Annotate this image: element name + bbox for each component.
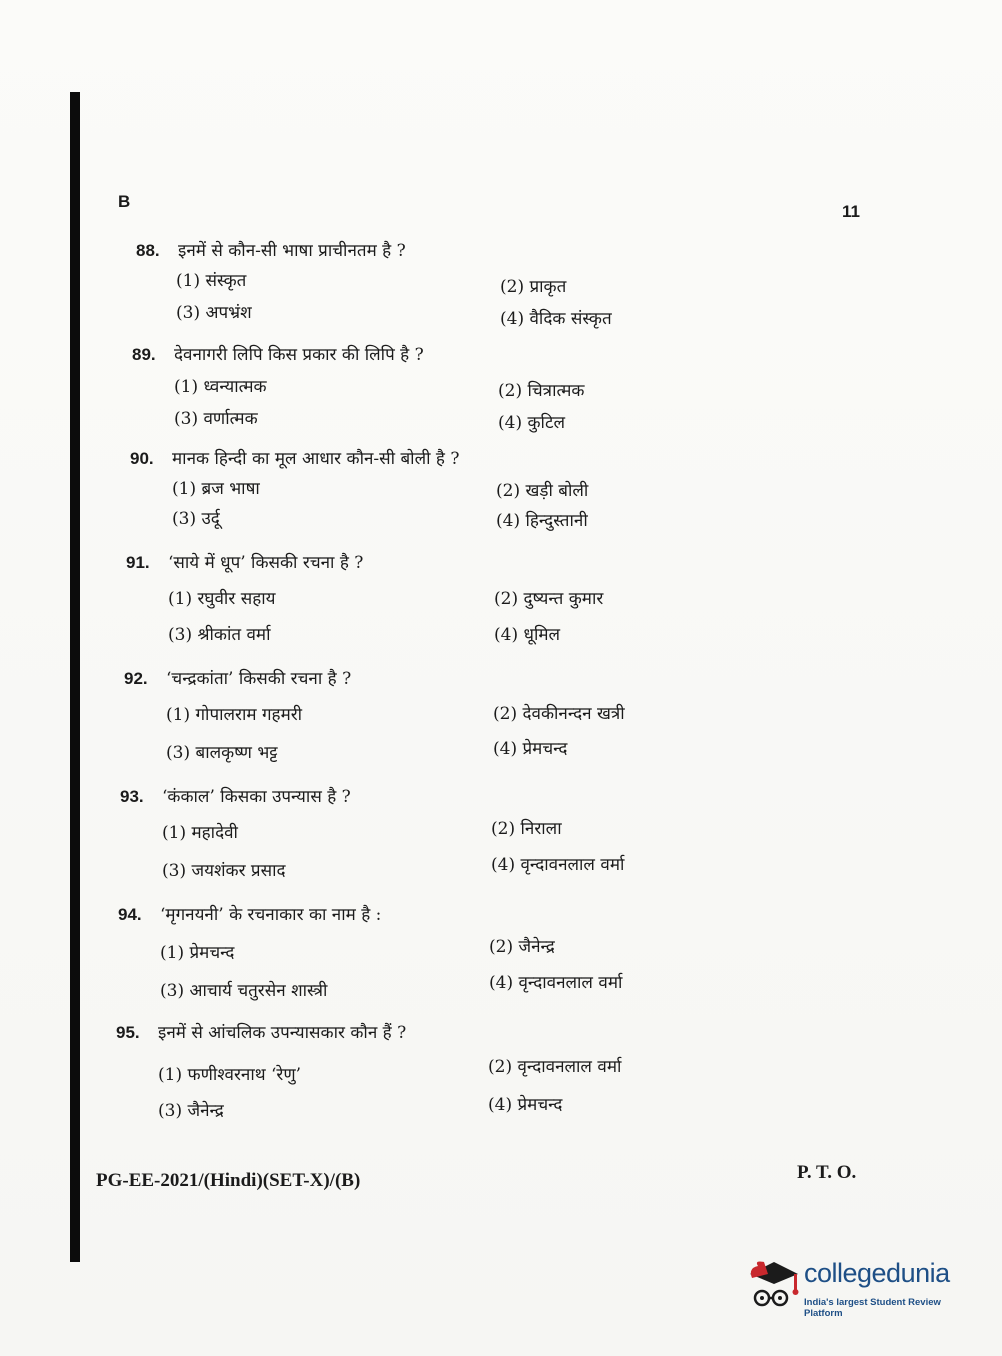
option-1: (1) प्रेमचन्द [160, 943, 235, 963]
page-number: 11 [842, 202, 860, 221]
question-text: ‘चन्द्रकांता’ किसकी रचना है ? [166, 669, 352, 689]
question-number: 93. [120, 787, 144, 806]
option-1: (1) गोपालराम गहमरी [166, 705, 303, 725]
option-1: (1) रघुवीर सहाय [168, 589, 276, 609]
option-1: (1) संस्कृत [176, 271, 247, 291]
logo-tagline: India's largest Student Review Platform [804, 1297, 941, 1319]
option-3: (3) उर्दू [172, 509, 220, 529]
question-text: ‘साये में धूप’ किसकी रचना है ? [168, 553, 364, 573]
question-text: मानक हिन्दी का मूल आधार कौन-सी बोली है ? [172, 449, 460, 469]
option-2: (2) चित्रात्मक [498, 381, 585, 401]
option-2: (2) जैनेन्द्र [489, 937, 555, 957]
option-2: (2) खड़ी बोली [496, 481, 589, 501]
option-2: (2) वृन्दावनलाल वर्मा [488, 1057, 622, 1077]
question-number: 89. [132, 345, 156, 364]
paper-code: PG-EE-2021/(Hindi)(SET-X)/(B) [96, 1170, 361, 1191]
option-3: (3) श्रीकांत वर्मा [168, 625, 271, 645]
question-89 [132, 344, 692, 366]
question-text: ‘मृगनयनी’ के रचनाकार का नाम है : [160, 905, 382, 925]
question-text: देवनागरी लिपि किस प्रकार की लिपि है ? [174, 345, 424, 365]
option-3: (3) आचार्य चतुरसेन शास्त्री [160, 981, 328, 1001]
binding-edge [70, 92, 80, 1262]
option-4: (4) प्रेमचन्द [493, 739, 568, 759]
option-4: (4) प्रेमचन्द [488, 1095, 563, 1115]
question-text: इनमें से कौन-सी भाषा प्राचीनतम है ? [178, 241, 406, 261]
question-text: ‘कंकाल’ किसका उपन्यास है ? [162, 787, 351, 807]
question-94 [118, 904, 678, 926]
option-3: (3) वर्णात्मक [174, 409, 258, 429]
graduate-mascot-icon [744, 1252, 804, 1314]
question-text: इनमें से आंचलिक उपन्यासकार कौन हैं ? [158, 1023, 407, 1043]
question-number: 95. [116, 1023, 140, 1042]
option-2: (2) देवकीनन्दन खत्री [493, 704, 625, 724]
option-2: (2) प्राकृत [500, 277, 567, 297]
option-3: (3) जयशंकर प्रसाद [162, 861, 286, 881]
collegedunia-logo [744, 1252, 972, 1319]
option-1: (1) ब्रज भाषा [172, 479, 260, 499]
question-number: 91. [126, 553, 150, 572]
question-number: 90. [130, 449, 154, 468]
question-93 [120, 786, 680, 808]
pto-label: P. T. O. [797, 1162, 857, 1183]
question-91 [126, 552, 686, 574]
option-2: (2) निराला [491, 819, 562, 839]
option-4: (4) हिन्दुस्तानी [496, 511, 588, 531]
option-3: (3) जैनेन्द्र [158, 1101, 224, 1121]
question-number: 94. [118, 905, 142, 924]
question-number: 92. [124, 669, 148, 688]
option-4: (4) धूमिल [494, 625, 561, 645]
option-4: (4) वैदिक संस्कृत [500, 309, 612, 329]
option-4: (4) कुटिल [498, 413, 566, 433]
option-4: (4) वृन्दावनलाल वर्मा [489, 973, 623, 993]
question-92 [124, 668, 684, 690]
option-1: (1) फणीश्वरनाथ ‘रेणु’ [158, 1065, 302, 1085]
option-1: (1) ध्वन्यात्मक [174, 377, 267, 397]
option-2: (2) दुष्यन्त कुमार [494, 589, 604, 609]
question-90 [130, 448, 690, 470]
option-4: (4) वृन्दावनलाल वर्मा [491, 855, 625, 875]
question-88 [136, 240, 696, 262]
question-95 [116, 1022, 676, 1044]
set-letter: B [118, 192, 131, 211]
logo-brand-text: collegedunia [804, 1258, 950, 1288]
option-1: (1) महादेवी [162, 823, 238, 843]
question-number: 88. [136, 241, 160, 260]
option-3: (3) बालकृष्ण भट्ट [166, 743, 278, 763]
option-3: (3) अपभ्रंश [176, 303, 252, 323]
